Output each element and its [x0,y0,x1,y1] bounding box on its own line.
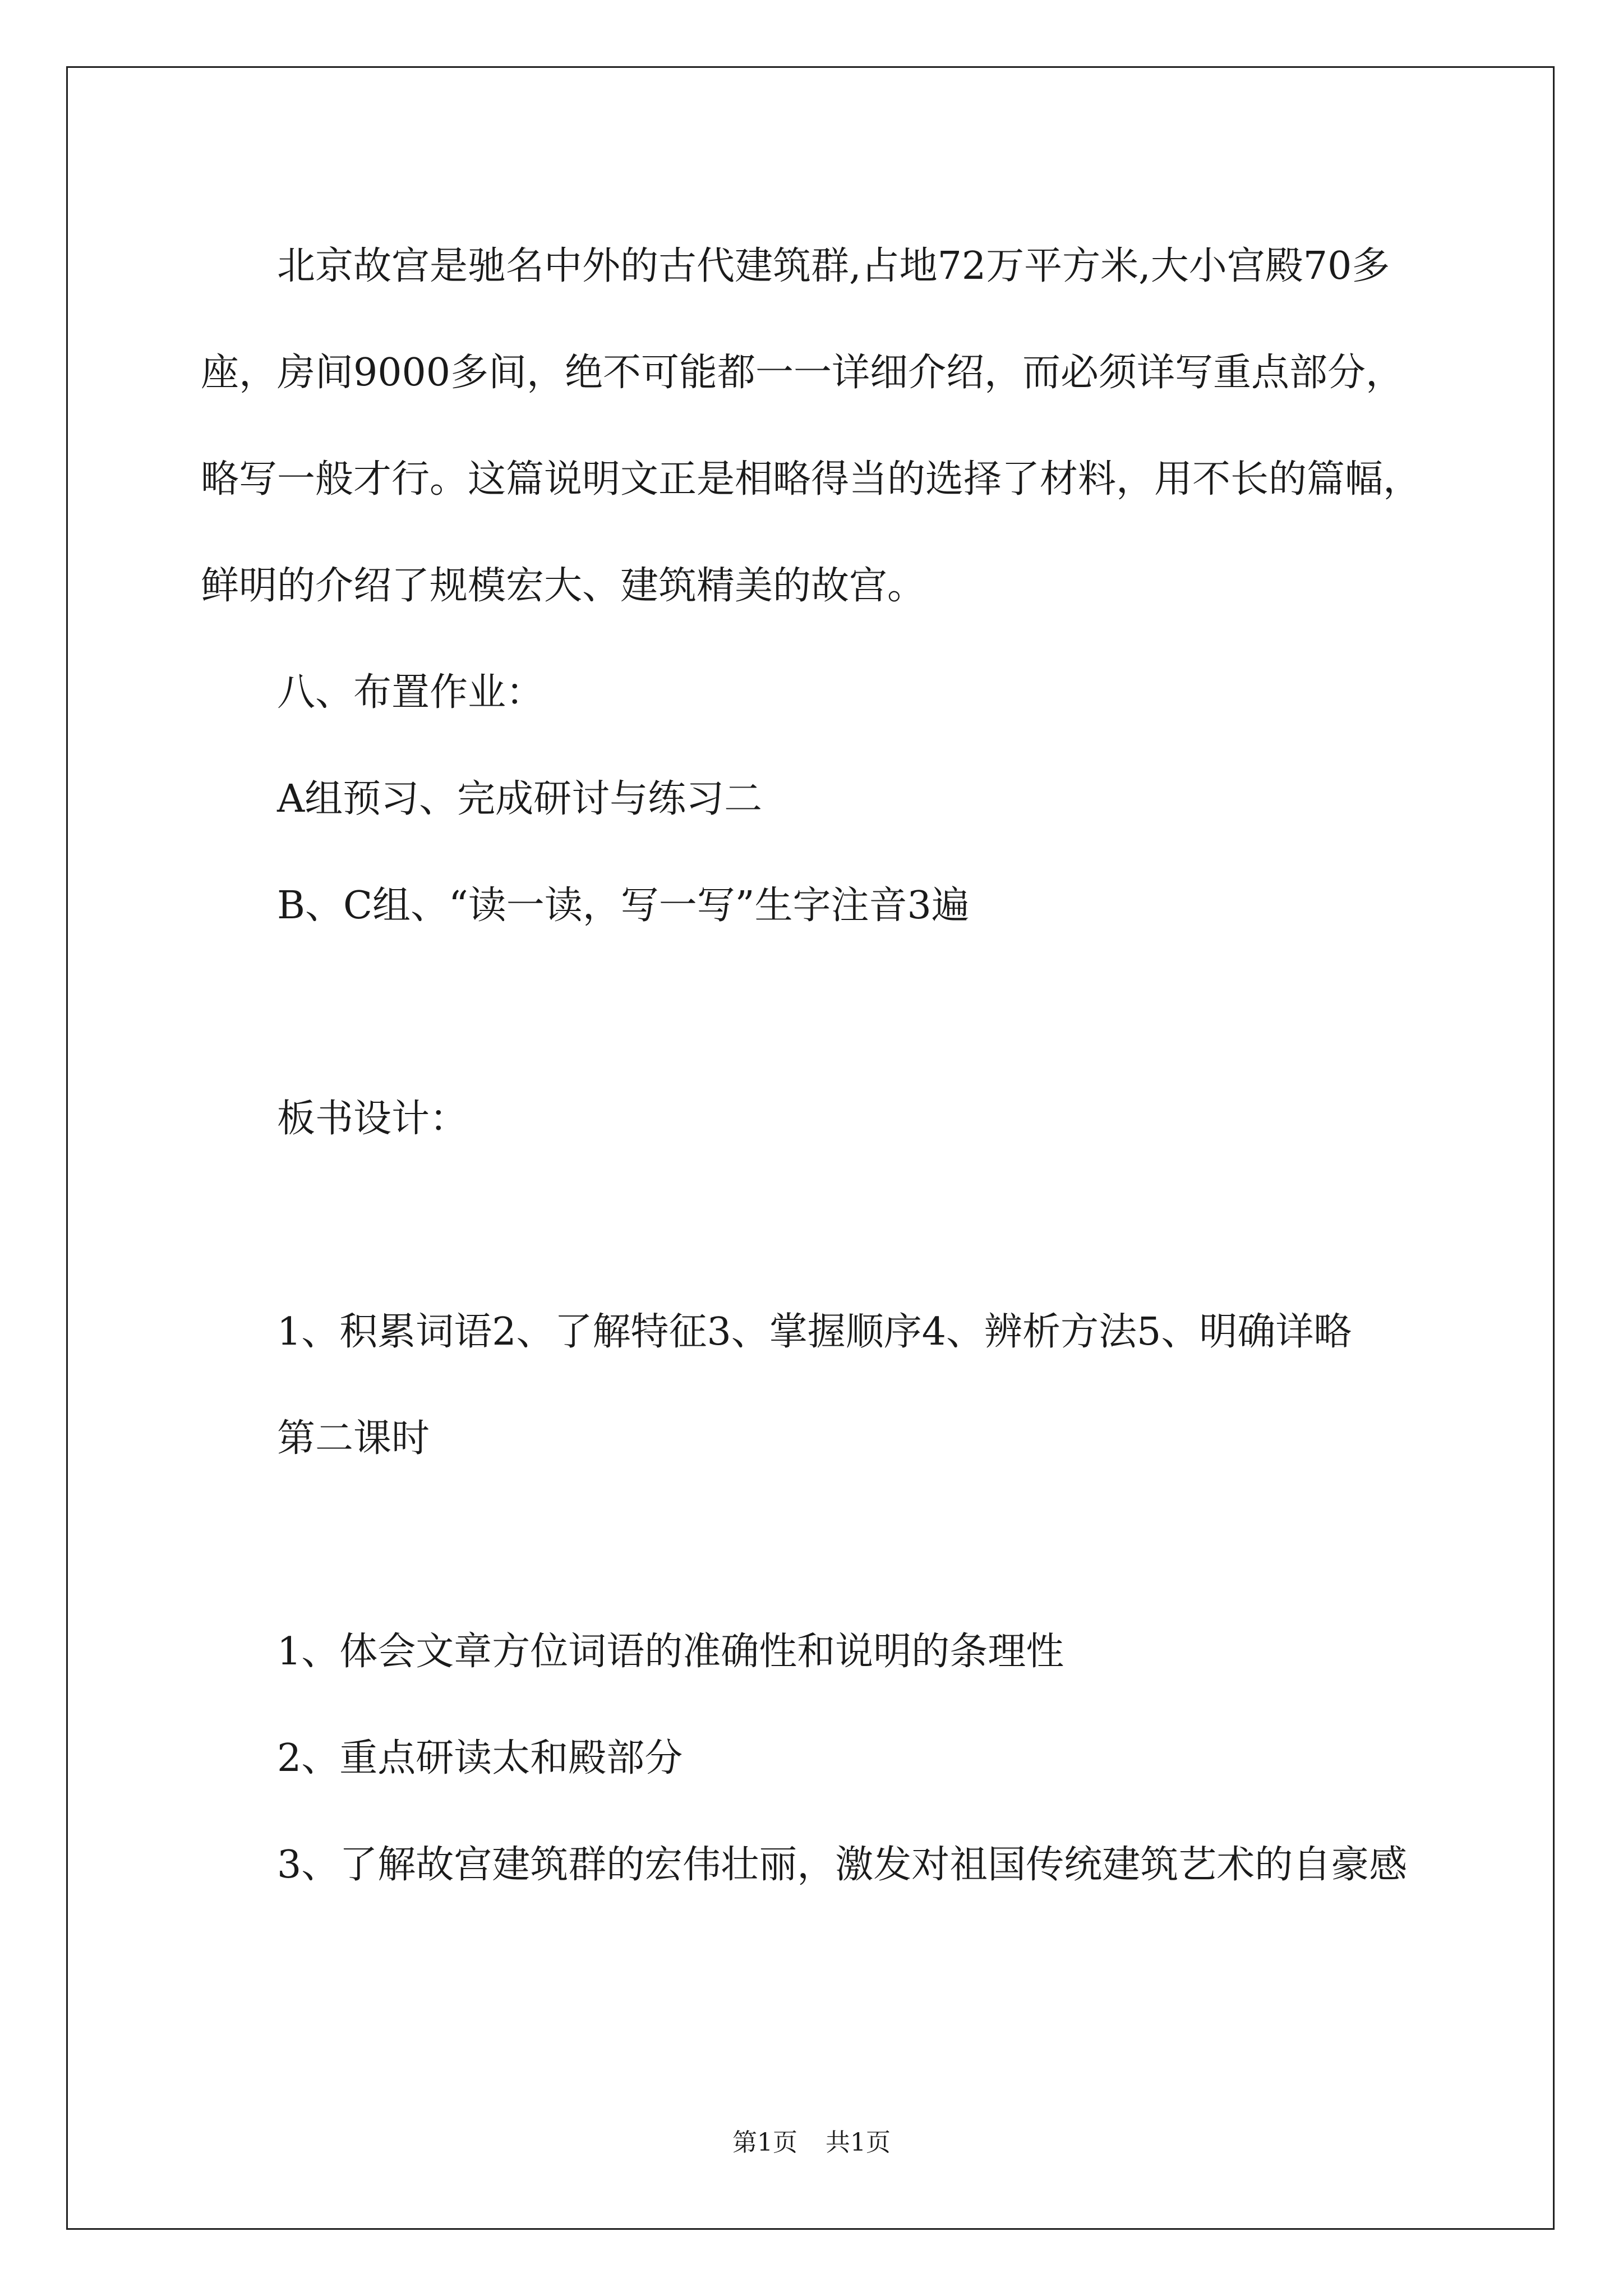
intro-paragraph: 北京故宫是驰名中外的古代建筑群,占地72万平方米,大小宫殿70多座，房间9000多间，绝不可能都一一详细介绍，而必须详写重点部分，略写一般才行。这篇说明文正是相略得当的选择了材料，用不长的篇幅，鲜明的介绍了规模宏大、建筑精美的故宫。 [201,244,1422,608]
board-design-points: 1、积累词语2、了解特征3、掌握顺序4、辨析方法5、明确详略 [277,1310,1352,1354]
document-body [201,213,1426,1918]
page-footer [0,2126,1623,2160]
objective-3: 3、了解故宫建筑群的宏伟壮丽，激发对祖国传统建筑艺术的自豪感 [277,1843,1408,1887]
page-number: 第1页 [732,2128,797,2157]
second-lesson-heading: 第二课时 [277,1416,430,1461]
spacer [201,1172,1426,1279]
objective-2: 2、重点研读太和殿部分 [277,1736,683,1780]
board-design-heading: 板书设计： [277,1097,468,1141]
spacer [201,1492,1426,1599]
homework-heading: 八、布置作业： [277,670,545,715]
page-total: 共1页 [826,2128,891,2157]
objective-1: 1、体会文章方位词语的准确性和说明的条理性 [277,1630,1064,1674]
homework-group-a: A组预习、完成研讨与练习二 [277,777,763,821]
spacer [201,959,1426,1066]
homework-group-bc: B、C组、“读一读，写一写”生字注音3遍 [277,884,970,928]
